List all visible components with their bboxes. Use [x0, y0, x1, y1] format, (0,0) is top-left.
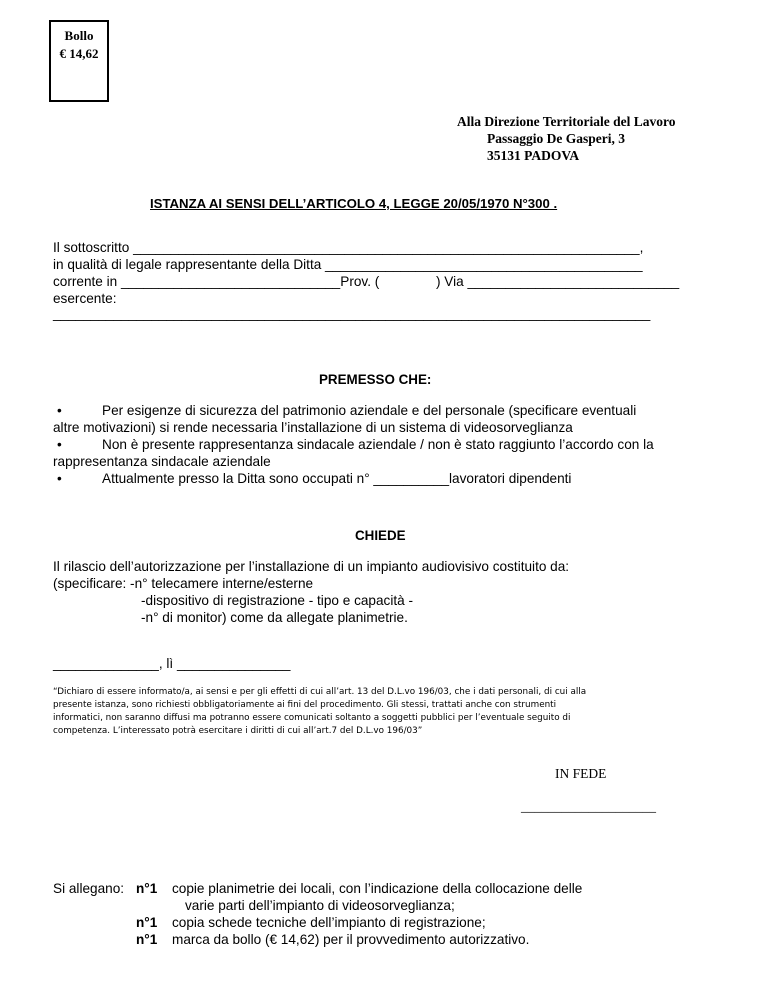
attachment-1-count: n°1 [136, 881, 158, 896]
chiede-heading: CHIEDE [355, 528, 406, 543]
bullet-3: • [57, 471, 62, 486]
recipient-office: Alla Direzione Territoriale del Lavoro [457, 114, 676, 129]
place-date-field: ______________, lì _______________ [53, 656, 291, 671]
request-line-4: -n° di monitor) come da allegate planimetrie. [141, 610, 408, 625]
company-field: in qualità di legale rappresentante della Ditta __________________________________________ [53, 257, 643, 272]
recipient-city: 35131 PADOVA [487, 148, 580, 163]
privacy-line-3: informatici, non saranno diffusi ma potranno essere comunicati soltanto a soggetti pubblici per l’eventuale seguito di [53, 713, 571, 723]
premise-2-line-1: Non è presente rappresentanza sindacale aziendale / non è stato raggiunto l’accordo con la [102, 437, 654, 452]
premesso-heading: PREMESSO CHE: [319, 372, 432, 387]
premise-1-line-1: Per esigenze di sicurezza del patrimonio aziendale e del personale (specificare eventuali [102, 403, 637, 418]
document-title: ISTANZA AI SENSI DELL’ARTICOLO 4, LEGGE 20/05/1970 N°300 . [150, 196, 558, 211]
attachment-2: copia schede tecniche dell’impianto di registrazione; [172, 915, 486, 930]
request-line-1: Il rilascio dell’autorizzazione per l’installazione di un impianto audiovisivo costituito da: [53, 559, 570, 574]
revenue-stamp-box [49, 20, 109, 102]
in-fede-label: IN FEDE [555, 766, 607, 781]
attachments-prefix: Si allegano: [53, 881, 125, 896]
premise-1-line-2: altre motivazioni) si rende necessaria l’installazione di un sistema di videosorveglianza [53, 420, 573, 435]
stamp-label: Bollo [64, 28, 94, 43]
recipient-street: Passaggio De Gasperi, 3 [487, 131, 625, 146]
activity-label: esercente: [53, 291, 117, 306]
signature-line: ____________________ [521, 799, 656, 814]
undersigned-field: Il sottoscritto ___________________________________________________________________, [53, 240, 644, 255]
attachment-1-line-2: varie parti dell’impianto di videosorveglianza; [185, 898, 455, 913]
attachment-3-count: n°1 [136, 932, 158, 947]
attachment-3: marca da bollo (€ 14,62) per il provvedimento autorizzativo. [172, 932, 530, 947]
premise-3: Attualmente presso la Ditta sono occupati n° __________lavoratori dipendenti [102, 471, 572, 486]
attachment-1-line-1: copie planimetrie dei locali, con l’indicazione della collocazione delle [172, 881, 583, 896]
bullet-2: • [57, 437, 62, 452]
privacy-line-1: “Dichiaro di essere informato/a, ai sensi e per gli effetti di cui all’art. 13 del D.L.vo 196/03, che i dati personali, di cui alla [53, 687, 587, 697]
activity-field: _______________________________________________________________________________ [53, 306, 651, 321]
stamp-amount: € 14,62 [59, 46, 99, 61]
street-field: ) Via ____________________________ [436, 274, 680, 289]
privacy-line-2: presente istanza, sono richiesti obbligatoriamente ai fini del procedimento. Gli stessi, trattati anche con strumenti [53, 700, 557, 710]
request-line-3: -dispositivo di registrazione - tipo e capacità - [141, 593, 414, 608]
attachment-2-count: n°1 [136, 915, 158, 930]
request-line-2: (specificare: -n° telecamere interne/esterne [53, 576, 314, 591]
privacy-line-4: competenza. L’interessato potrà esercitare i diritti di cui all’art.7 del D.L.vo 196/03” [53, 726, 423, 736]
location-province-field: corrente in _____________________________Prov. ( [53, 274, 380, 289]
premise-2-line-2: rappresentanza sindacale aziendale [53, 454, 271, 469]
bullet-1: • [57, 403, 62, 418]
